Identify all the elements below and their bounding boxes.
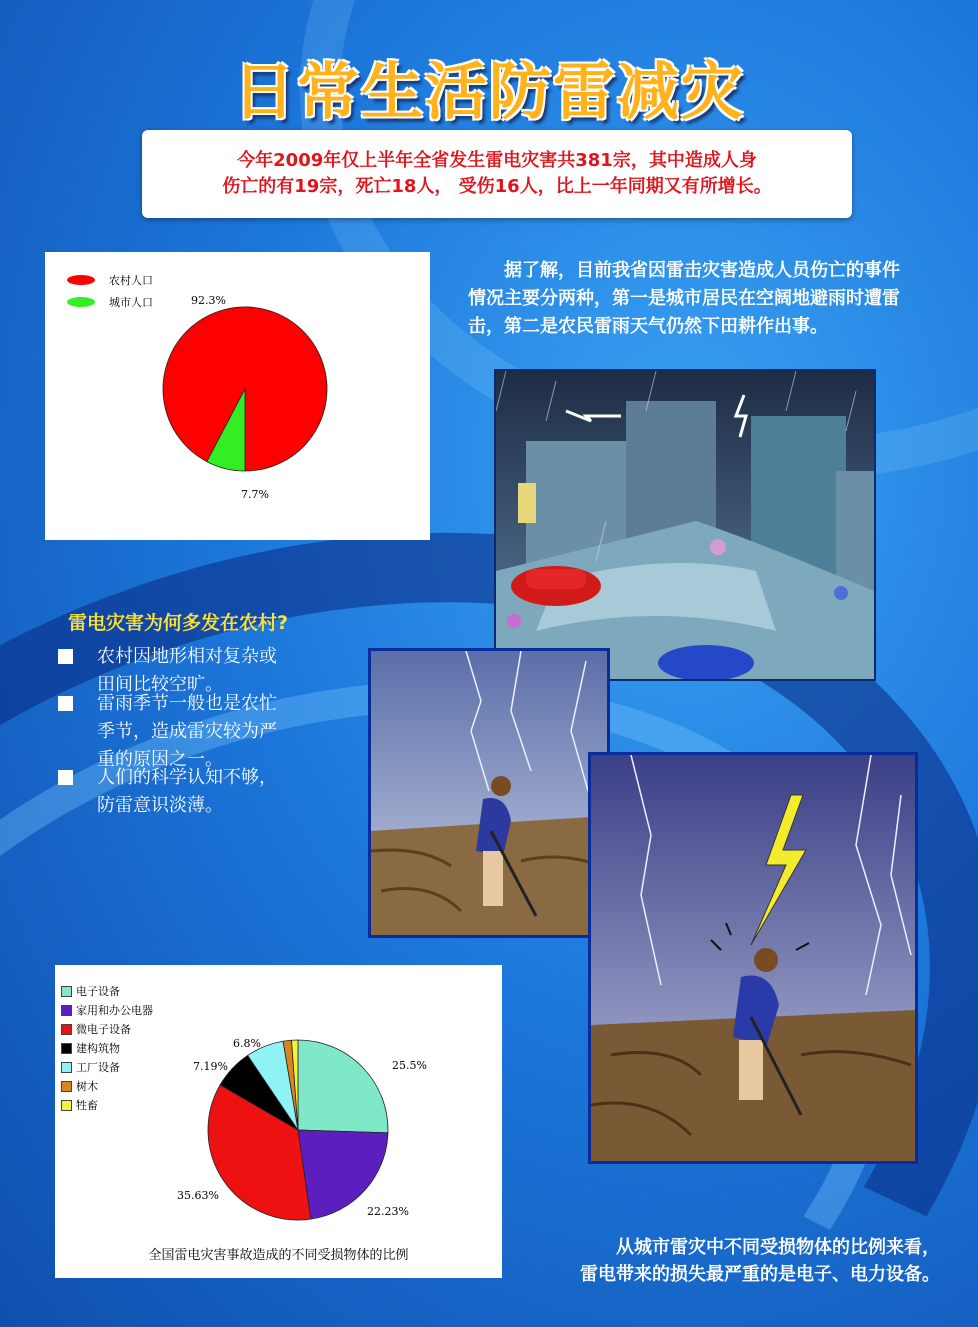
pie-label: 7.19% bbox=[193, 1060, 228, 1073]
intro-box bbox=[142, 130, 852, 218]
legend-label: 家用和办公电器 bbox=[76, 1004, 153, 1017]
bullet-square-icon bbox=[58, 649, 73, 664]
pie-label: 35.63% bbox=[177, 1189, 219, 1202]
legend-label: 工厂设备 bbox=[76, 1061, 120, 1074]
bullet-item bbox=[58, 690, 312, 774]
legend-label: 建构筑物 bbox=[76, 1042, 120, 1055]
chart-title: 全国雷电灾害事故造成的不同受损物体的比例 bbox=[148, 1248, 409, 1263]
legend-label: 电子设备 bbox=[76, 985, 120, 998]
farmer-storm-illustration bbox=[368, 648, 610, 938]
bullet-text: 雷雨季节一般也是农忙 季节，造成雷灾较为严 重的原因之一。 bbox=[97, 693, 277, 770]
pie-label: 92.3% bbox=[191, 294, 226, 307]
pie-label: 7.7% bbox=[241, 488, 269, 501]
legend-label: 牲畜 bbox=[76, 1099, 98, 1112]
pie-label: 25.5% bbox=[392, 1059, 427, 1072]
bullet-item bbox=[58, 764, 312, 820]
bottom-text: 从城市雷灾中不同受损物体的比例来看， 雷电带来的损失最严重的是电子、电力设备。 bbox=[580, 1237, 940, 1285]
population-pie bbox=[45, 252, 430, 540]
pie-slice bbox=[298, 1040, 388, 1133]
city-storm-illustration bbox=[494, 369, 876, 681]
population-pie-panel bbox=[45, 252, 430, 540]
farmer-lightning-illustration bbox=[588, 752, 918, 1164]
legend-label: 城市人口 bbox=[109, 296, 153, 309]
legend-label: 农村人口 bbox=[109, 274, 153, 287]
legend-label: 微电子设备 bbox=[76, 1023, 131, 1036]
pie-label: 6.8% bbox=[233, 1037, 261, 1050]
damage-pie bbox=[55, 965, 502, 1278]
intro-text: 今年2009年仅上半年全省发生雷电灾害共381宗，其中造成人身 伤亡的有19宗，死亡18人， 受伤16人，比上一年同期又有所增长。 bbox=[222, 150, 772, 197]
description-text: 据了解，目前我省因雷击灾害造成人员伤亡的事件情况主要分两种，第一是城市居民在空阔地避雨时遭雷击，第二是农民雷雨天气仍然下田耕作出事。 bbox=[468, 260, 900, 337]
bullet-text: 人们的科学认知不够， 防雷意识淡薄。 bbox=[97, 767, 277, 816]
bullet-square-icon bbox=[58, 696, 73, 711]
page-title: 日常生活防雷减灾 bbox=[232, 55, 745, 128]
legend-label: 树木 bbox=[76, 1080, 98, 1093]
damage-pie-panel bbox=[55, 965, 502, 1278]
bullet-text: 农村因地形相对复杂或 田间比较空旷。 bbox=[97, 646, 277, 695]
pie-label: 22.23% bbox=[367, 1205, 409, 1218]
bullet-square-icon bbox=[58, 770, 73, 785]
rural-question-title: 雷电灾害为何多发在农村? bbox=[68, 612, 289, 634]
